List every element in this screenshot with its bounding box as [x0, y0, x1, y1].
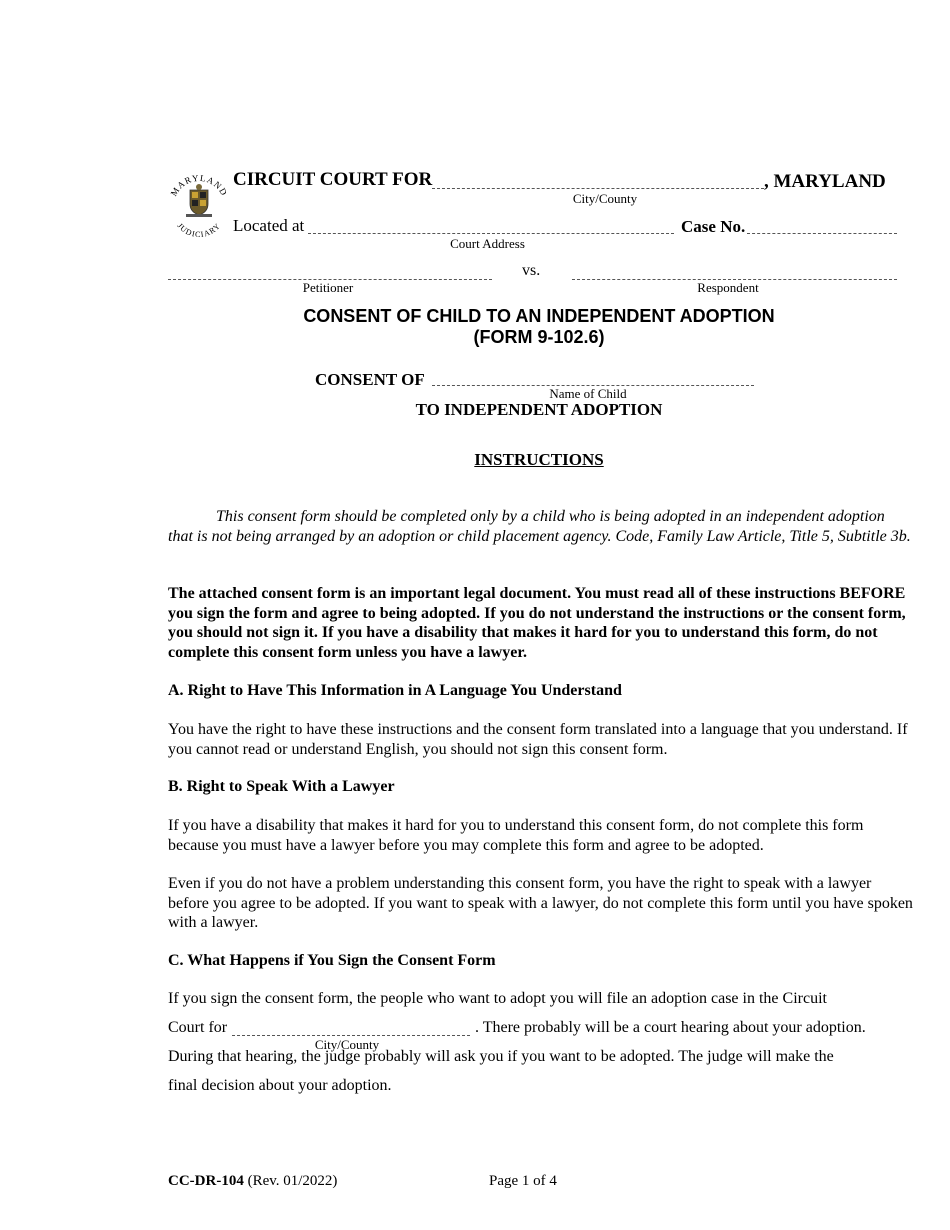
section-b-heading: B. Right to Speak With a Lawyer: [168, 778, 395, 795]
footer-revision: (Rev. 01/2022): [247, 1173, 338, 1189]
footer-form-code: CC-DR-104: [168, 1173, 244, 1189]
section-b-text-2: Even if you do not have a problem understanding this consent form, you have the right to speak with a lawyer before you agree to be adopted. If you want to speak with a lawyer, do not complete this form until you have spoken with a lawyer.: [168, 875, 913, 931]
case-no-label: Case No.: [681, 217, 746, 236]
seal-graphic: [168, 170, 230, 238]
vs-label: vs.: [522, 262, 541, 279]
court-address-caption: Court Address: [450, 236, 525, 251]
section-a-text: You have the right to have these instructions and the consent form translated into a language that you understand. If you cannot read or understand English, you should not sign this consent form.: [168, 721, 908, 758]
petitioner-caption: Petitioner: [302, 280, 354, 295]
city-county-field[interactable]: [432, 188, 764, 189]
consent-subtitle: TO INDEPENDENT ADOPTION: [415, 400, 663, 419]
footer-form-id: [168, 1173, 337, 1190]
respondent-caption: Respondent: [697, 280, 759, 295]
consent-of-label: CONSENT OF: [315, 370, 425, 389]
section-c-heading: C. What Happens if You Sign the Consent Form: [168, 952, 496, 969]
child-name-caption: Name of Child: [549, 386, 627, 401]
section-a-heading: A. Right to Have This Information in A Language You Understand: [168, 682, 622, 699]
section-c-line-3: During that hearing, the judge probably will ask you if you want to be adopted. The judge will make the: [168, 1048, 834, 1065]
footer-page-number: Page 1 of 4: [489, 1173, 557, 1189]
svg-text:JUDICIARY: [176, 221, 223, 238]
form-number: (FORM 9-102.6): [473, 327, 605, 347]
section-c-line-4: final decision about your adoption.: [168, 1077, 392, 1094]
warning-paragraph: The attached consent form is an important legal document. You must read all of these instructions BEFORE you sign the form and agree to being adopted. If you do not understand the instructions or the consent form, you should not sign it. If you have a disability that makes it hard for you to understand this form, do not complete this consent form unless you have a lawyer.: [168, 585, 906, 661]
city-county-caption: City/County: [572, 191, 638, 206]
seal-bottom-text: JUDICIARY: [175, 221, 223, 238]
case-number-field[interactable]: [747, 233, 897, 234]
court-address-field[interactable]: [308, 233, 674, 234]
section-c-after-blank: . There probably will be a court hearing about your adoption.: [475, 1019, 866, 1036]
section-c-line-1: If you sign the consent form, the people who want to adopt you will file an adoption case in the Circuit: [168, 990, 827, 1007]
seal-top-text: MARYLAND: [168, 172, 230, 198]
form-title: CONSENT OF CHILD TO AN INDEPENDENT ADOPTION: [303, 306, 775, 326]
section-b-text-1: If you have a disability that makes it hard for you to understand this consent form, do not complete this form because you must have a lawyer before you may complete this form and agree to be adopted.: [168, 817, 864, 854]
court-seal: [168, 170, 230, 238]
state-label: , MARYLAND: [764, 171, 886, 192]
seal-crest-icon: [186, 184, 212, 217]
located-at-label: Located at: [233, 216, 305, 235]
section-c-city-county-caption: City/County: [314, 1037, 380, 1052]
section-c-court-for: Court for: [168, 1019, 228, 1036]
section-c-city-county-field[interactable]: [232, 1035, 470, 1036]
instructions-heading: INSTRUCTIONS: [474, 450, 604, 469]
court-for-label: CIRCUIT COURT FOR: [233, 169, 433, 190]
intro-paragraph: This consent form should be completed only by a child who is being adopted in an independent adoption that is not being arranged by an adoption or child placement agency. Code, Family Law Article, Title 5, Subtitle 3b.: [168, 508, 911, 545]
